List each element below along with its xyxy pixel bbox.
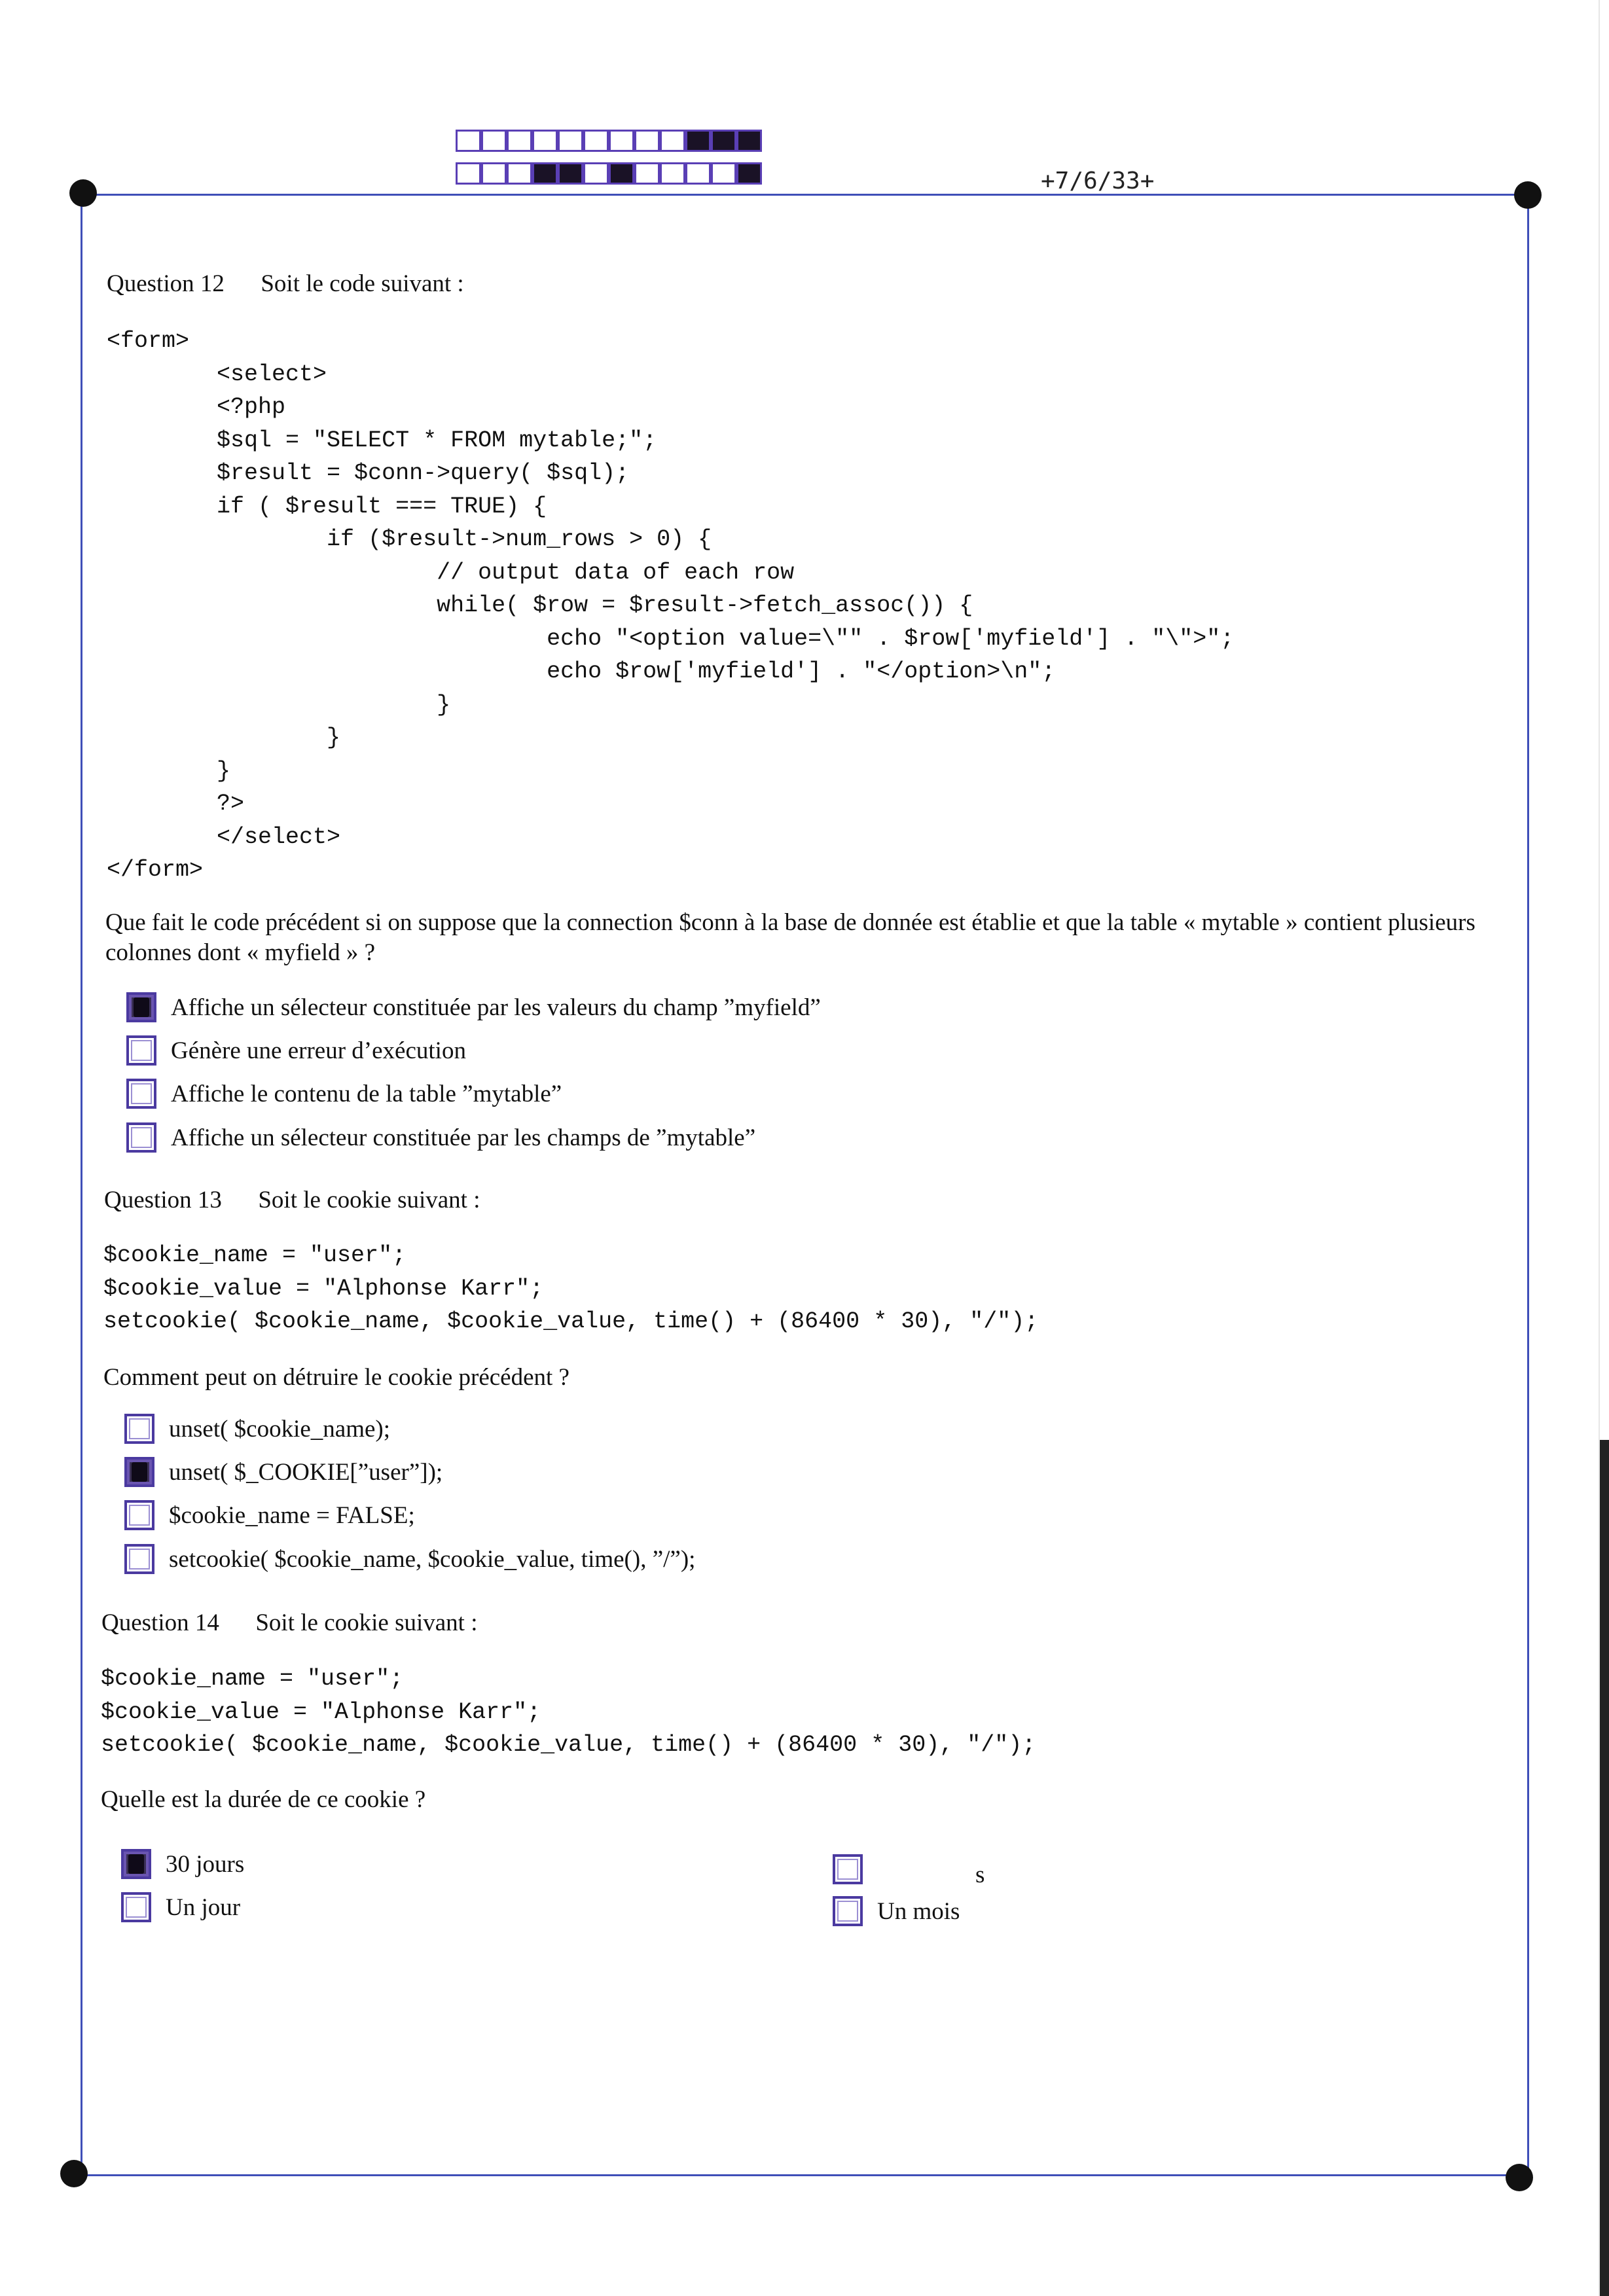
id-code-box: [609, 162, 634, 185]
answer-text: unset( $_COOKIE[”user”]);: [169, 1458, 443, 1486]
id-code-boxes-row-1: [456, 130, 762, 152]
question-12-prompt: Que fait le code précédent si on suppose que la connection $conn à la base de donnée est établie et que la table « mytable » contient plusieurs colonnes dont « myfield » ?: [105, 909, 1475, 966]
answer-checkbox[interactable]: [833, 1854, 863, 1884]
corner-mark-bottom-left: [60, 2160, 88, 2187]
answer-text: $cookie_name = FALSE;: [169, 1501, 415, 1529]
id-code-box: [609, 130, 634, 152]
answer-option[interactable]: [833, 1849, 985, 1889]
answer-checkbox[interactable]: [121, 1849, 151, 1879]
id-code-box: [660, 130, 685, 152]
question-intro: Soit le cookie suivant :: [258, 1187, 480, 1213]
answer-checkbox[interactable]: [124, 1500, 154, 1530]
id-code-box: [558, 130, 583, 152]
question-13-code: $cookie_name = "user"; $cookie_value = "Alphonse Karr"; setcookie( $cookie_name, $cookie_value, time() + (86400 * 30), "/");: [103, 1242, 1039, 1335]
id-code-box: [532, 130, 558, 152]
frame-right: [1527, 194, 1529, 2180]
question-label: Question 13: [104, 1187, 222, 1213]
id-code-box: [583, 130, 609, 152]
question-14-code: $cookie_name = "user"; $cookie_value = "Alphonse Karr"; setcookie( $cookie_name, $cookie_value, time() + (86400 * 30), "/");: [101, 1666, 1036, 1758]
question-13-prompt: Comment peut on détruire le cookie précédent ?: [103, 1364, 569, 1391]
answer-checkbox[interactable]: [126, 1035, 156, 1066]
answer-checkbox[interactable]: [121, 1892, 151, 1922]
id-code-boxes-row-2: [456, 162, 762, 185]
id-code-box: [532, 162, 558, 185]
id-code-box: [583, 162, 609, 185]
answer-option[interactable]: [124, 1414, 390, 1444]
question-label: Question 14: [101, 1609, 219, 1636]
id-code-box: [481, 130, 507, 152]
answer-checkbox[interactable]: [833, 1896, 863, 1926]
question-14-heading: [101, 1609, 477, 1637]
answer-checkbox[interactable]: [126, 1122, 156, 1153]
answer-text: unset( $cookie_name);: [169, 1415, 391, 1443]
id-code-box: [711, 162, 736, 185]
answer-checkbox[interactable]: [126, 1079, 156, 1109]
answer-option[interactable]: [121, 1849, 244, 1879]
id-code-box: [507, 162, 532, 185]
id-code-box: [711, 130, 736, 152]
frame-left: [81, 194, 82, 2177]
id-code-box: [685, 130, 711, 152]
answer-option[interactable]: [833, 1896, 960, 1926]
answer-text: s: [975, 1861, 985, 1888]
question-12-heading: [107, 270, 464, 298]
question-intro: Soit le cookie suivant :: [255, 1609, 478, 1636]
question-label: Question 12: [107, 270, 225, 297]
id-code-box: [507, 130, 532, 152]
answer-text: Un mois: [877, 1897, 960, 1925]
answer-option[interactable]: [126, 1079, 562, 1109]
question-13-heading: [104, 1186, 480, 1214]
scan-edge-shadow: [1600, 1440, 1609, 2296]
id-code-box: [558, 162, 583, 185]
answer-text: Un jour: [166, 1893, 241, 1921]
answer-checkbox[interactable]: [124, 1457, 154, 1487]
answer-text: 30 jours: [166, 1850, 245, 1878]
answer-option[interactable]: [124, 1544, 695, 1574]
frame-bottom: [74, 2174, 1519, 2176]
id-code-box: [660, 162, 685, 185]
answer-text: Affiche un sélecteur constituée par les valeurs du champ ”myfield”: [171, 994, 821, 1021]
answer-option[interactable]: [124, 1500, 415, 1530]
answer-option[interactable]: [124, 1457, 443, 1487]
answer-text: Génère une erreur d’exécution: [171, 1037, 466, 1064]
answer-option[interactable]: [126, 992, 821, 1022]
id-code-box: [685, 162, 711, 185]
id-code-box: [456, 130, 481, 152]
question-14-prompt: Quelle est la durée de ce cookie ?: [101, 1786, 426, 1813]
id-code-box: [736, 162, 762, 185]
id-code-box: [456, 162, 481, 185]
corner-mark-top-left: [69, 179, 97, 207]
answer-text: Affiche le contenu de la table ”mytable”: [171, 1080, 562, 1107]
sheet-id: +7/6/33+: [1041, 168, 1155, 194]
id-code-box: [634, 130, 660, 152]
answer-text: Affiche un sélecteur constituée par les champs de ”mytable”: [171, 1124, 756, 1151]
question-12-code: <form> <select> <?php $sql = "SELECT * FROM mytable;"; $result = $conn->query( $sql); if ( $result === TRUE) { if ($result->num_rows > 0) { // output data of each row while( $row = $result->fetch_assoc()) { echo "<option value=\"" . $row['myfield'] . "\">"; echo $row['myfield'] . "</option>\n"; } } } ?> </select> </form>: [107, 328, 1235, 883]
answer-option[interactable]: [126, 1122, 755, 1153]
answer-option[interactable]: [121, 1892, 240, 1922]
corner-mark-top-right: [1514, 181, 1542, 209]
answer-option[interactable]: [126, 1035, 466, 1066]
frame-top: [84, 194, 1529, 196]
answer-text: setcookie( $cookie_name, $cookie_value, time(), ”/”);: [169, 1545, 696, 1573]
id-code-box: [736, 130, 762, 152]
id-code-box: [634, 162, 660, 185]
question-intro: Soit le code suivant :: [261, 270, 464, 297]
answer-checkbox[interactable]: [124, 1544, 154, 1574]
id-code-box: [481, 162, 507, 185]
answer-checkbox[interactable]: [124, 1414, 154, 1444]
corner-mark-bottom-right: [1506, 2164, 1533, 2191]
answer-checkbox[interactable]: [126, 992, 156, 1022]
